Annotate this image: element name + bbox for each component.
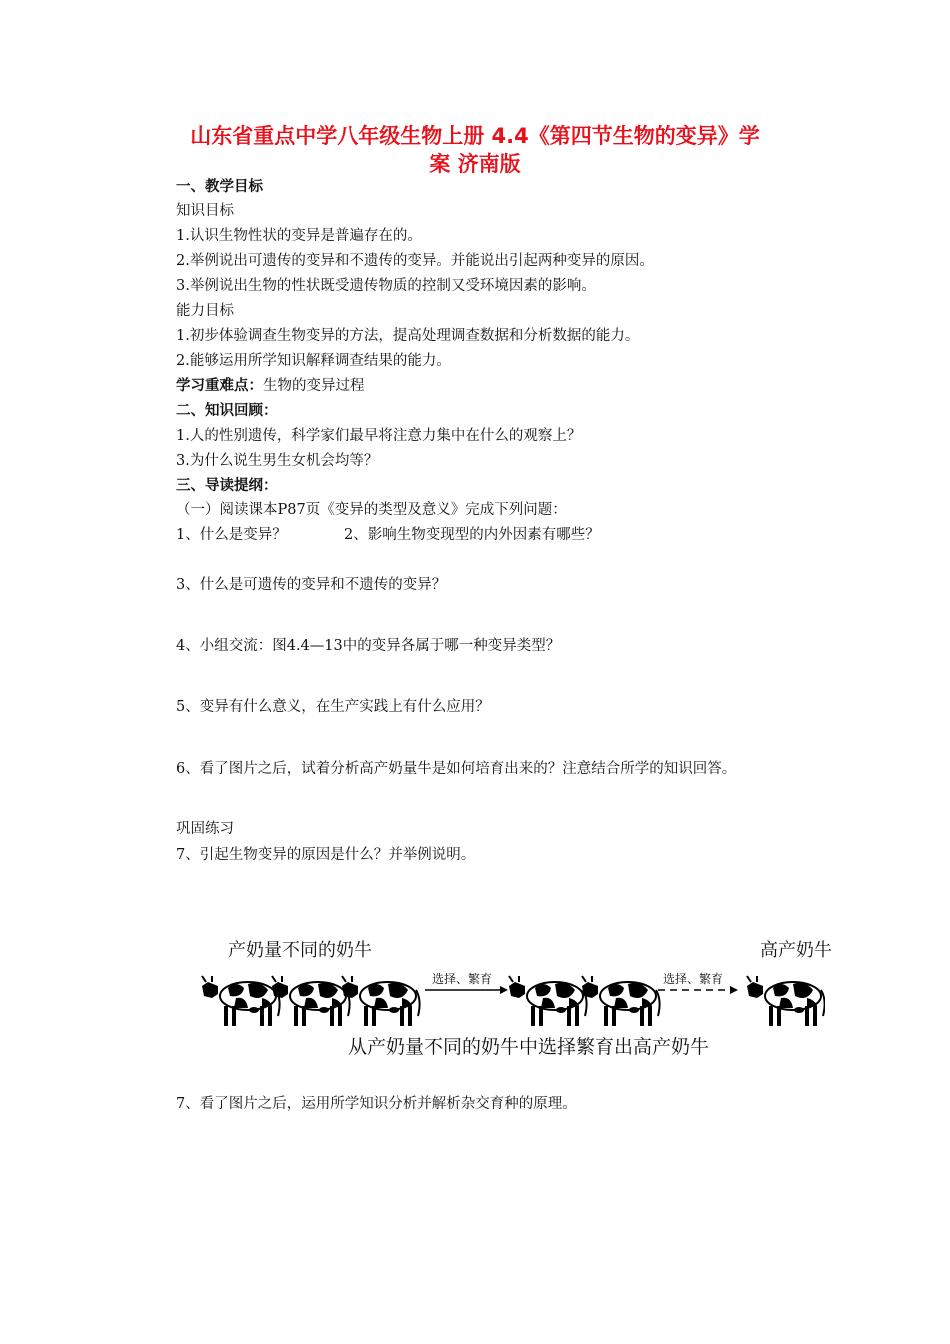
- figure-caption: 从产奶量不同的奶牛中选择繁育出高产奶牛: [348, 1036, 710, 1058]
- review-question-1: 1.人的性别遗传，科学家们最早将注意力集中在什么的观察上？: [176, 428, 582, 444]
- cow-icon: [272, 976, 350, 1026]
- question-4: 4、小组交流：图4.4—13中的变异各属于哪一种变异类型？: [176, 638, 561, 654]
- section-heading-review: 二、知识回顾：: [176, 403, 278, 419]
- label-varied-cows: 产奶量不同的奶牛: [228, 940, 372, 961]
- cow-icon: [582, 976, 660, 1026]
- question-6: 6、看了图片之后，试着分析高产奶量牛是如何培育出来的？注意结合所学的知识回答。: [176, 761, 737, 777]
- question-7: 7、引起生物变异的原因是什么？并举例说明。: [176, 847, 476, 863]
- key-points-label: 学习重难点：: [176, 378, 263, 394]
- key-points-text: 生物的变异过程: [263, 378, 365, 394]
- key-points-line: [176, 376, 365, 396]
- arrow-label-2: 选择、繁育: [663, 972, 724, 986]
- question-5: 5、变异有什么意义，在生产实践上有什么应用？: [176, 699, 490, 715]
- section-heading-outline: 三、导读提纲：: [176, 478, 278, 494]
- ability-goal-1: 1.初步体验调查生物变异的方法，提高处理调查数据和分析数据的能力。: [176, 328, 640, 344]
- cow-icon: [202, 976, 280, 1026]
- practice-heading: 巩固练习: [176, 821, 234, 837]
- cow-breeding-figure: [200, 932, 832, 1062]
- arrow-2-head: [730, 986, 738, 994]
- question-1: 1、什么是变异？: [176, 527, 287, 543]
- document-title-line-1: 山东省重点中学八年级生物上册 4.4《第四节生物的变异》学: [190, 124, 760, 148]
- subheading-ability: 能力目标: [176, 303, 234, 319]
- arrow-label-1: 选择、繁育: [432, 972, 493, 986]
- knowledge-goal-2: 2.举例说出可遗传的变异和不遗传的变异。并能说出引起两种变异的原因。: [176, 253, 654, 269]
- cow-icon: [342, 976, 420, 1026]
- knowledge-goal-1: 1.认识生物性状的变异是普遍存在的。: [176, 228, 422, 244]
- question-7-crossbreeding: 7、看了图片之后，运用所学知识分析并解析杂交育种的原理。: [176, 1096, 577, 1112]
- cow-icon: [509, 976, 587, 1026]
- ability-goal-2: 2.能够运用所学知识解释调查结果的能力。: [176, 353, 451, 369]
- label-high-yield-cow: 高产奶牛: [760, 940, 832, 961]
- section-heading-goals: 一、教学目标: [176, 179, 263, 195]
- question-2: 2、影响生物变现型的内外因素有哪些？: [344, 527, 600, 543]
- knowledge-goal-3: 3.举例说出生物的性状既受遗传物质的控制又受环境因素的影响。: [176, 278, 596, 294]
- review-question-3: 3.为什么说生男生女机会均等？: [176, 453, 379, 469]
- cow-icon: [747, 976, 825, 1026]
- subheading-knowledge: 知识目标: [176, 203, 234, 219]
- outline-instruction: （一）阅读课本P87页《变异的类型及意义》完成下列问题：: [176, 502, 567, 518]
- arrow-1-head: [500, 986, 508, 994]
- document-title-line-2: 案 济南版: [429, 152, 521, 176]
- question-3: 3、什么是可遗传的变异和不遗传的变异？: [176, 577, 447, 593]
